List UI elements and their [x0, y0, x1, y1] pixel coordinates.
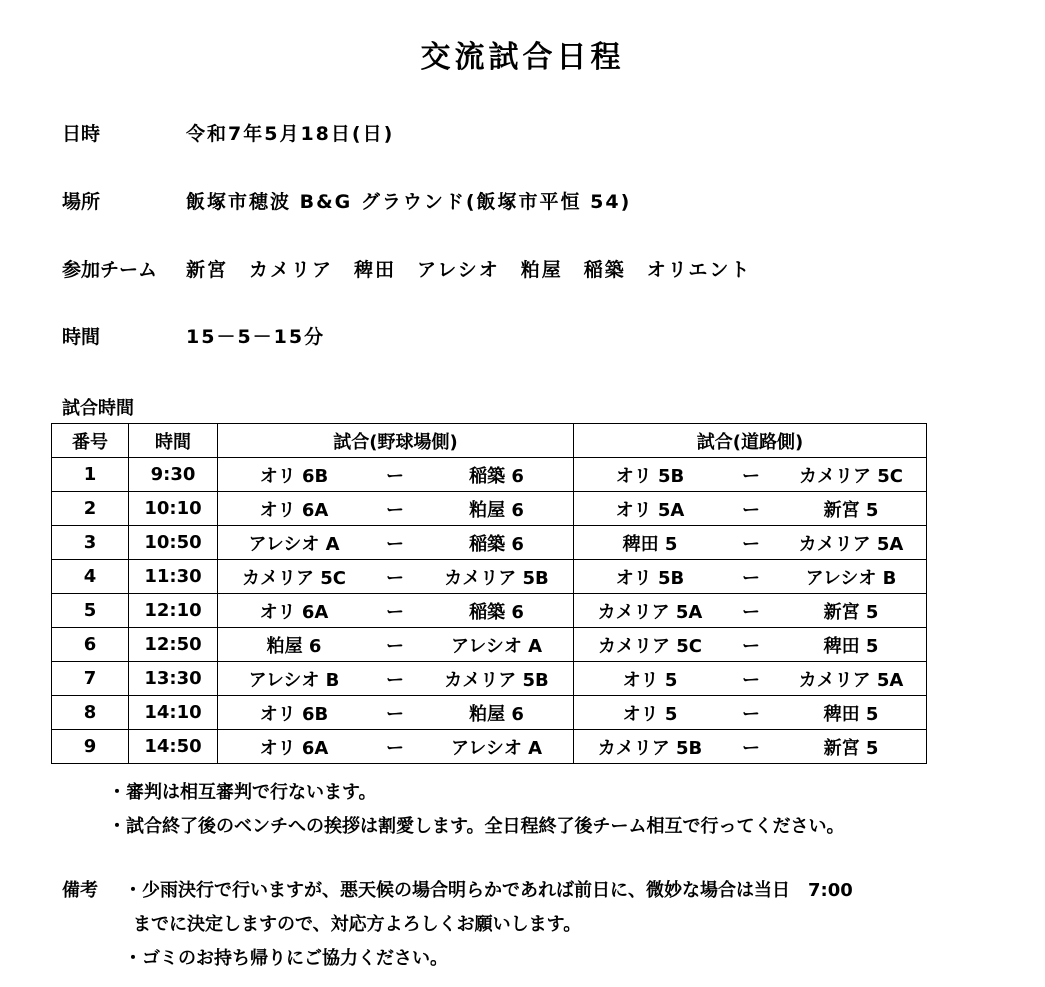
row-time: 12:10 [129, 594, 218, 628]
baseball-side-match [218, 458, 574, 492]
row-time: 9:30 [129, 458, 218, 492]
table-row [52, 492, 927, 526]
team-b: カメリア 5A [798, 533, 904, 555]
table-row [52, 526, 927, 560]
remarks-label: 備考 [62, 880, 98, 901]
row-time: 10:10 [129, 492, 218, 526]
vs-dash: ー [386, 601, 404, 623]
vs-dash: ー [386, 635, 404, 657]
team-a: オリ 5B [615, 465, 685, 487]
vs-dash: ー [742, 465, 760, 487]
row-time: 12:50 [129, 628, 218, 662]
row-number: 4 [52, 560, 129, 594]
baseball-side-match [218, 730, 574, 764]
road-side-match [574, 526, 927, 560]
team-a: オリ 6A [259, 499, 329, 521]
team-a: オリ 5 [622, 669, 678, 691]
info-time-value: 15－5－15分 [186, 326, 326, 348]
info-date-value: 令和7年5月18日(日) [186, 123, 395, 145]
team-a: アレシオ A [248, 533, 340, 555]
info-time-label: 時間 [62, 326, 101, 348]
row-number: 1 [52, 458, 129, 492]
road-side-match [574, 662, 927, 696]
road-side-match [574, 696, 927, 730]
row-number: 7 [52, 662, 129, 696]
table-row [52, 560, 927, 594]
baseball-side-match [218, 492, 574, 526]
vs-dash: ー [742, 635, 760, 657]
vs-dash: ー [742, 499, 760, 521]
road-side-match [574, 492, 927, 526]
row-number: 5 [52, 594, 129, 628]
team-b: 稲築 6 [469, 601, 524, 623]
schedule-section-label: 試合時間 [62, 398, 134, 419]
info-teams [62, 256, 751, 284]
team-b: カメリア 5B [444, 669, 549, 691]
team-b: アレシオ A [450, 737, 543, 759]
vs-dash: ー [742, 567, 760, 589]
baseball-side-match [218, 662, 574, 696]
remarks-line-2: までに決定しますので、対応方よろしくお願いします。 [133, 914, 582, 935]
team-a: カメリア 5B [597, 737, 703, 759]
info-teams-label: 参加チーム [62, 259, 158, 281]
road-side-match [574, 560, 927, 594]
table-row [52, 696, 927, 730]
team-a: オリ 5A [615, 499, 685, 521]
header-number: 番号 [52, 424, 129, 458]
vs-dash: ー [386, 465, 404, 487]
vs-dash: ー [742, 533, 760, 555]
team-b: 新宮 5 [823, 499, 879, 521]
team-b: 新宮 5 [823, 737, 879, 759]
row-number: 3 [52, 526, 129, 560]
info-date-label: 日時 [62, 123, 101, 145]
vs-dash: ー [742, 703, 760, 725]
row-time: 14:50 [129, 730, 218, 764]
header-time: 時間 [129, 424, 218, 458]
baseball-side-match [218, 594, 574, 628]
road-side-match [574, 594, 927, 628]
team-b: アレシオ A [450, 635, 543, 657]
row-number: 6 [52, 628, 129, 662]
team-b: アレシオ B [805, 567, 897, 589]
team-a: オリ 5B [615, 567, 685, 589]
team-a: オリ 6B [259, 465, 329, 487]
table-row [52, 730, 927, 764]
table-row [52, 458, 927, 492]
row-time: 13:30 [129, 662, 218, 696]
vs-dash: ー [386, 567, 404, 589]
team-a: カメリア 5C [597, 635, 702, 657]
row-time: 10:50 [129, 526, 218, 560]
header-baseball-side: 試合(野球場側) [218, 424, 574, 458]
team-a: オリ 5 [622, 703, 678, 725]
team-a: アレシオ B [248, 669, 340, 691]
team-a: オリ 6A [259, 601, 329, 623]
team-a: オリ 6A [259, 737, 329, 759]
table-row [52, 662, 927, 696]
team-b: 新宮 5 [823, 601, 879, 623]
schedule-table [51, 423, 927, 764]
road-side-match [574, 730, 927, 764]
row-number: 8 [52, 696, 129, 730]
team-a: 粕屋 6 [266, 635, 322, 657]
baseball-side-match [218, 560, 574, 594]
road-side-match [574, 628, 927, 662]
team-b: 稲築 6 [469, 465, 524, 487]
note-referee: ・審判は相互審判で行ないます。 [108, 782, 377, 803]
remarks-line-1: ・少雨決行で行いますが、悪天候の場合明らかであれば前日に、微妙な場合は当日 7:00 [124, 880, 853, 901]
header-road-side: 試合(道路側) [574, 424, 927, 458]
info-date [62, 120, 394, 148]
baseball-side-match [218, 628, 574, 662]
row-number: 9 [52, 730, 129, 764]
team-b: 稲築 6 [469, 533, 524, 555]
team-b: カメリア 5B [444, 567, 549, 589]
team-b: 粕屋 6 [469, 703, 524, 725]
info-place-label: 場所 [62, 191, 101, 213]
vs-dash: ー [742, 669, 760, 691]
schedule-body [52, 458, 927, 764]
team-b: 稗田 5 [823, 703, 879, 725]
note-greeting: ・試合終了後のベンチへの挨拶は割愛します。全日程終了後チーム相互で行ってください。 [108, 816, 845, 837]
team-b: 稗田 5 [823, 635, 879, 657]
baseball-side-match [218, 696, 574, 730]
team-a: カメリア 5A [597, 601, 703, 623]
table-header-row [52, 424, 927, 458]
info-time [62, 323, 325, 351]
team-b: 粕屋 6 [469, 499, 524, 521]
table-row [52, 594, 927, 628]
vs-dash: ー [386, 703, 404, 725]
table-row [52, 628, 927, 662]
team-a: オリ 6B [259, 703, 329, 725]
row-number: 2 [52, 492, 129, 526]
info-place-value: 飯塚市穂波 B&G グラウンド(飯塚市平恒 54) [186, 191, 632, 213]
row-time: 11:30 [129, 560, 218, 594]
vs-dash: ー [386, 499, 404, 521]
row-time: 14:10 [129, 696, 218, 730]
vs-dash: ー [742, 737, 760, 759]
vs-dash: ー [386, 669, 404, 691]
baseball-side-match [218, 526, 574, 560]
vs-dash: ー [386, 533, 404, 555]
vs-dash: ー [386, 737, 404, 759]
info-place [62, 188, 631, 216]
road-side-match [574, 458, 927, 492]
team-b: カメリア 5C [798, 465, 903, 487]
remarks-line-3: ・ゴミのお持ち帰りにご協力ください。 [124, 948, 448, 969]
team-b: カメリア 5A [798, 669, 904, 691]
team-a: 稗田 5 [622, 533, 678, 555]
info-teams-value: 新宮 カメリア 稗田 アレシオ 粕屋 稲築 オリエント [186, 259, 752, 281]
vs-dash: ー [742, 601, 760, 623]
page-title: 交流試合日程 [420, 40, 625, 75]
team-a: カメリア 5C [241, 567, 346, 589]
